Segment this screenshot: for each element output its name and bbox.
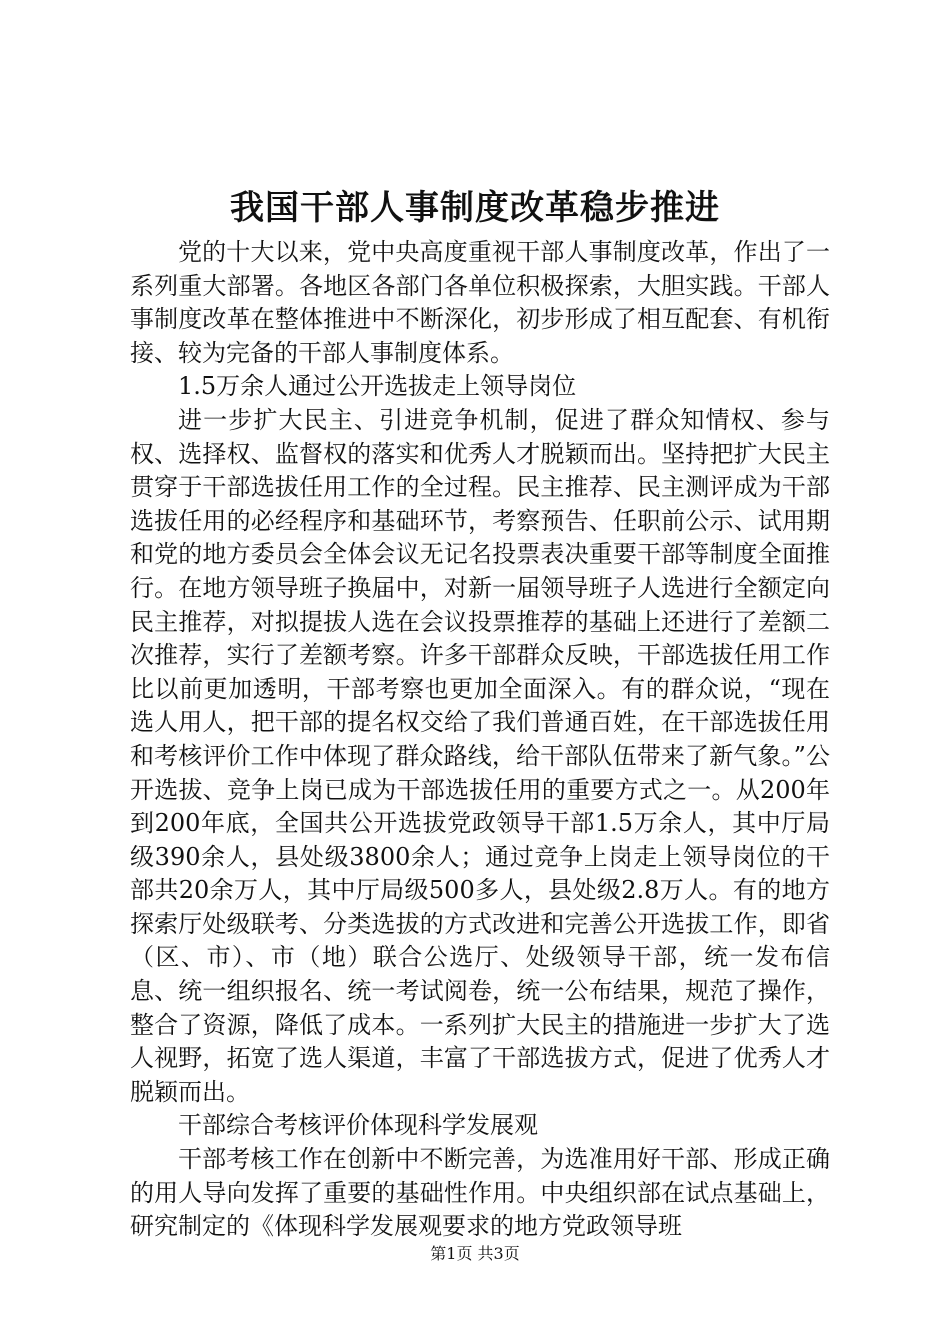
paragraph-democracy: 进一步扩大民主、引进竞争机制，促进了群众知情权、参与权、选择权、监督权的落实和优秀人才脱颖而出。坚持把扩大民主贯穿于干部选拔任用工作的全过程。民主推荐、民主测评成为干部选拔任用的必经程序和基础环节，考察预告、任职前公示、试用期和党的地方委员会全体会议无记名投票表决重要干部等制度全面推行。在地方领导班子换届中，对新一届领导班子人选进行全额定向民主推荐，对拟提拔人选在会议投票推荐的基础上还进行了差额二次推荐，实行了差额考察。许多干部群众反映，干部选拔任用工作比以前更加透明，干部考察也更加全面深入。有的群众说，“现在选人用人，把干部的提名权交给了我们普通百姓，在干部选拔任用和考核评价工作中体现了群众路线，给干部队伍带来了新气象。”公开选拔、竞争上岗已成为干部选拔任用的重要方式之一。从200年到200年底，全国共公开选拔党政领导干部1.5万余人，其中厅局级390余人，县处级3800余人；通过竞争上岗走上领导岗位的干部共20余万人，其中厅局级500多人，县处级2.8万人。有的地方探索厅处级联考、分类选拔的方式改进和完善公开选拔工作，即省（区、市）、市（地）联合公选厅、处级领导干部，统一发布信息、统一组织报名、统一考试阅卷，统一公布结果，规范了操作，整合了资源，降低了成本。一系列扩大民主的措施进一步扩大了选人视野，拓宽了选人渠道，丰富了干部选拔方式，促进了优秀人才脱颖而出。 [130, 405, 830, 1106]
section-heading-public-selection: 1.5万余人通过公开选拔走上领导岗位 [178, 372, 577, 401]
page-footer: 第1页 共3页 [430, 1244, 520, 1263]
paragraph-evaluation: 干部考核工作在创新中不断完善，为选准用好干部、形成正确的用人导向发挥了重要的基础性作用。中央组织部在试点基础上，研究制定的《体现科学发展观要求的地方党政领导班 [130, 1145, 830, 1241]
document-title: 我国干部人事制度改革稳步推进 [230, 188, 720, 228]
paragraph-intro: 党的十大以来，党中央高度重视干部人事制度改革，作出了一系列重大部署。各地区各部门各单位积极探索，大胆实践。干部人事制度改革在整体推进中不断深化，初步形成了相互配套、有机衔接、较为完备的干部人事制度体系。 [130, 238, 830, 367]
document-body [130, 236, 830, 1244]
section-heading-evaluation: 干部综合考核评价体现科学发展观 [178, 1111, 538, 1140]
